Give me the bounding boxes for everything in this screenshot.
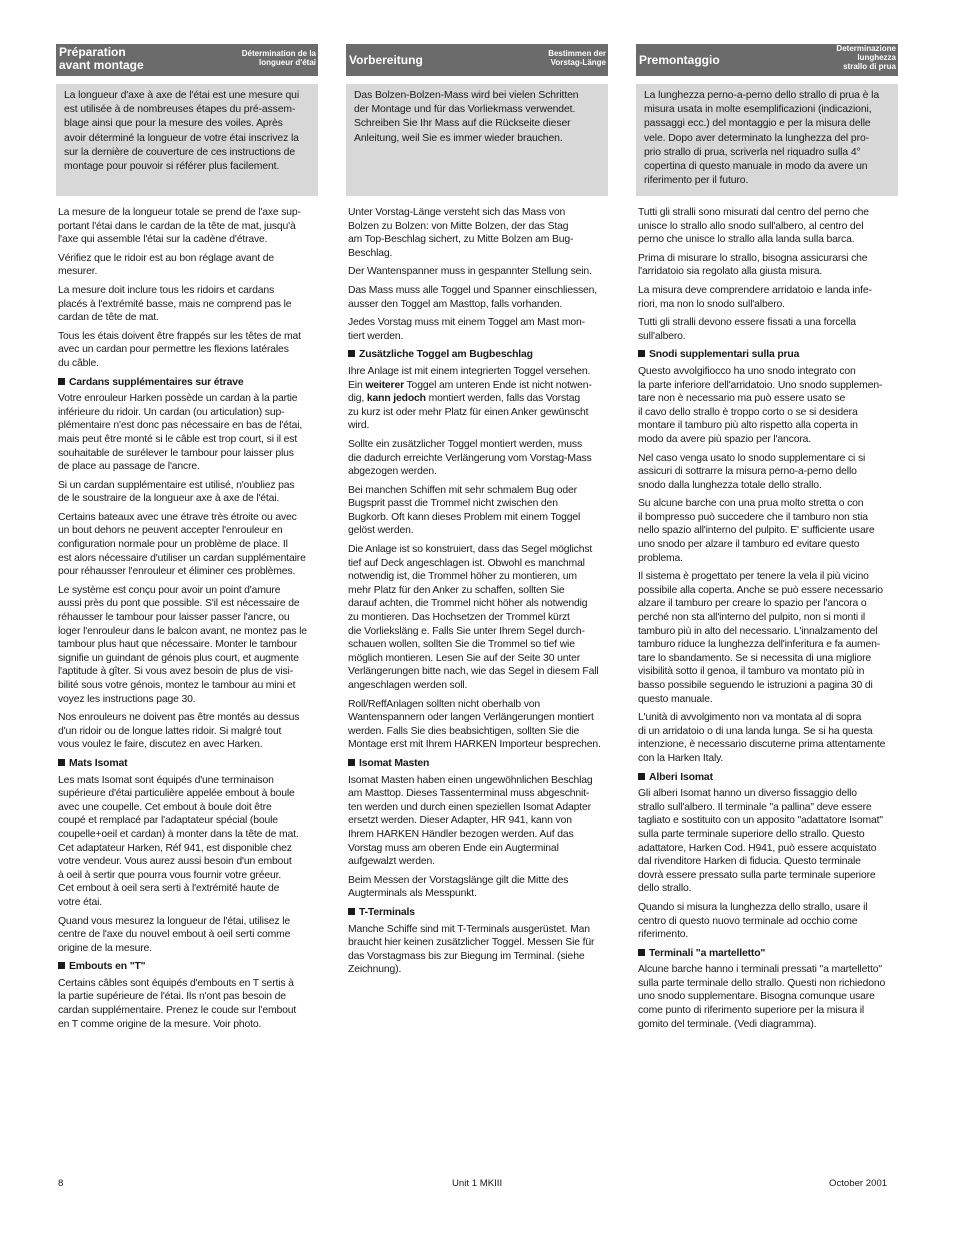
section-title: Vorbereitung — [349, 53, 423, 67]
paragraph: Beim Messen der Vorstagslänge gilt die Mitte des Augterminals als Messpunkt. — [348, 874, 569, 900]
paragraph: Tutti gli stralli sono misurati dal centro del perno che unisce lo strallo allo snodo sull'albero, al centro del perno che unisce lo strallo alla landa sulla barca. — [638, 207, 869, 246]
square-bullet-icon — [58, 962, 65, 969]
square-bullet-icon — [348, 759, 355, 766]
section-title: Préparation avant montage — [59, 45, 144, 72]
paragraph: Questo avvolgifiocco ha uno snodo integrato con la parte inferiore dell'arridatoio. Uno snodo supplemen- tare non è necessario ma può essere usato se il cavo dello strallo è troppo corto o se si desidera montare il tamburo più alto rispetto alla coperta in modo da avere più spazio per l'ancora. — [638, 365, 883, 445]
info-box — [636, 84, 898, 196]
paragraph: Il sistema è progettato per tenere la vela il più vicino possibile alla coperta. Anche se può essere necessario alzare il tamburo per creare lo spazio per l'ancora o perché non sta all'interno del pulpito, non si monti il tamburo più in alto del necessario. L'innalzamento del tamburo riduce la lunghezza dell'inferitura e fa aumen- tare lo sbandamento. Se si necessita di una migliore visibilità sotto il genoa, il tamburo va montato più in basso possibile seguendo le istruzioni a pagina 30 di questo manuale. — [638, 571, 883, 705]
paragraph: Die Anlage ist so konstruiert, dass das Segel möglichst tief auf Deck angeschlagen ist. Obwohl es manchmal notwendig ist, die Trommel höher zu montieren, um mehr Platz für den Anker zu schaffen, sollten Sie darauf achten, die Trommel nicht höher als notwendig zu montieren. Das Hochsetzen der Trommel kürzt die Vorlieksläng e. Falls Sie unter Ihrem Segel durch- schauen wollen, sollten Sie die Trommel so tief wie möglich montieren. Lesen Sie auf der Seite 30 unter Verlängerungen bitte nach, wie das Segel in diesem Fall angeschlagen werden soll. — [348, 544, 599, 691]
body-text — [636, 206, 898, 1031]
paragraph: Roll/ReffAnlagen sollten nicht oberhalb von Wantenspannern oder langen Verlängerungen montiert werden. Falls Sie dies beabsichtigen, sollten Sie die Montage erst mit Ihrem HARKEN Importeur besprechen. — [348, 698, 601, 751]
paragraph: Si un cardan supplémentaire est utilisé, n'oubliez pas de le soustraire de la longueur axe à axe de l'étai. — [58, 479, 295, 505]
section-subtitle: Determinazione lunghezza strallo di prua — [836, 44, 896, 71]
subheading: Alberi Isomat — [638, 771, 898, 785]
section-header-french — [56, 44, 318, 76]
paragraph: Su alcune barche con una prua molto stretta o con il bompresso può succedere che il tamburo non stia nello spazio all'interno del pulpito. E' sufficiente usare uno snodo per alzare il tamburo ed evitare questo problema. — [638, 498, 875, 564]
paragraph: Certains bateaux avec une étrave très étroite ou avec un bout dehors ne peuvent accepter l'enrouleur en configuration normale pour un problème de place. Il est alors nécessaire d'utiliser un cardan supplémentaire pour réhausser l'enrouleur et éliminer ces problèmes. — [58, 511, 306, 578]
subheading: Embouts en "T" — [58, 960, 318, 974]
info-box-text: Das Bolzen-Bolzen-Mass wird bei vielen Schritten der Montage und für das Vorliekmass verwendet. Schreiben Sie Ihr Mass auf die Rückseite dieser Anleitung, weil Sie es immer wieder brauchen. — [354, 90, 579, 144]
info-box — [346, 84, 608, 196]
footer-unit: Unit 1 MKIII — [452, 1178, 503, 1189]
paragraph: Certains câbles sont équipés d'embouts en T sertis à la partie supérieure de l'étai. Ils n'ont pas besoin de cardan supplémentaire. Prenez le coude sur l'embout en T comme origine de la mesure. Voir photo. — [58, 977, 297, 1030]
section-subtitle: Bestimmen der Vorstag-Länge — [548, 49, 606, 67]
paragraph: La mesure de la longueur totale se prend de l'axe sup- portant l'étai dans le cardan de la tête de mat, jusqu'à l'axe qui assemble l'étai sur la cadène d'étrave. — [58, 207, 301, 246]
section-header-italian — [636, 44, 898, 76]
paragraph: Prima di misurare lo strallo, bisogna assicurarsi che l'arridatoio sia regolato alla giusta misura. — [638, 252, 868, 278]
paragraph: Votre enrouleur Harken possède un cardan à la partie inférieure du ridoir. Un cardan (ou articulation) sup- plémentaire n'est donc pas nécessaire en bas de l'étai, mais peut être monté si le câble est trop court, si il est souhaitable de surélever le tambour pour laisser plus de place au passage de l'ancre. — [58, 393, 303, 473]
paragraph: Nos enrouleurs ne doivent pas être montés au dessus d'un ridoir ou de longue lattes ridoir. Si malgré tout vous voulez le faire, discutez en avec Harken. — [58, 712, 300, 751]
subheading: Zusätzliche Toggel am Bugbeschlag — [348, 348, 608, 362]
subheading: T-Terminals — [348, 906, 608, 920]
footer-date: October 2001 — [829, 1178, 888, 1189]
section-title: Premontaggio — [639, 53, 720, 67]
paragraph: Alcune barche hanno i terminali pressati "a martelletto" sulla parte terminale dello strallo. Questi non richiedono uno snodo supplementare. Bisogna comunque usare come punto di riferimento superiore per la misura il gomito del terminale. (Vedi diagramma). — [638, 964, 886, 1030]
section-header-german — [346, 44, 608, 76]
column-german — [346, 44, 608, 982]
paragraph: Quando si misura la lunghezza dello strallo, usare il centro di questo nuovo terminale ad occhio come riferimento. — [638, 901, 868, 941]
paragraph: Ihre Anlage ist mit einem integrierten Toggel versehen. Ein weiterer Toggel am unteren Ende ist nicht notwen- dig, kann jedoch montiert werden, falls das Vorstag zu kurz ist oder mehr Platz für einen Anker gewünscht wird. — [348, 365, 592, 432]
subheading: Terminali "a martelletto" — [638, 947, 898, 961]
body-text — [56, 206, 318, 1031]
paragraph: Jedes Vorstag muss mit einem Toggel am Mast mon- tiert werden. — [348, 317, 585, 342]
paragraph: Unter Vorstag-Länge versteht sich das Mass von Bolzen zu Bolzen: von Mitte Bolzen, der das Stag am Top-Beschlag sichert, zu Mitte Bolzen am Bug- Beschlag. — [348, 207, 574, 259]
paragraph: L'unità di avvolgimento non va montata al di sopra di un arridatoio o di una landa lunga. Se si ha questa intenzione, è necessario discuterne prima attentamente con la Harken Italy. — [638, 712, 886, 764]
section-subtitle: Détermination de la longueur d'étai — [241, 49, 316, 67]
paragraph: Tutti gli stralli devono essere fissati a una forcella sull'albero. — [638, 317, 856, 342]
square-bullet-icon — [58, 378, 65, 385]
paragraph: Le système est conçu pour avoir un point d'amure aussi près du pont que possible. S'il est nécessaire de réhausser le tambour pour laisser passer l'ancre, ou loger l'enrouleur dans le balcon avant, ne montez pas le tambour plus haut que nécessaire. Monter le tambour signifie un guindant de génois plus court, et augmente l'aptitude à gîter. Si vous avez besoin de plus de visi- bilité sous votre génois, montez le tambour au mini et voyez les instructions page 30. — [58, 584, 307, 705]
paragraph: Nel caso venga usato lo snodo supplementare ci si assicuri di sottrarre la misura perno-a-perno dello snodo dalla lunghezza totale dello strallo. — [638, 452, 866, 491]
subheading: Cardans supplémentaires sur étrave — [58, 376, 318, 390]
paragraph: Les mats Isomat sont équipés d'une terminaison supérieure d'étai particulière appelée embout à boule avec une coupelle. Cet embout à boule doit être coupé et remplacé par l'adaptateur spécial (boule coupelle+oeil et cardan) à monter dans la tête de mat. Cet adaptateur Harken, Réf 941, est disponible chez votre vendeur. Vous aurez aussi besoin d'un embout à oeil à sertir que pourra vous fournir votre gréeur. Cet embout à oeil sera serti à l'extrémité haute de votre étai. — [58, 774, 299, 908]
paragraph: La mesure doit inclure tous les ridoirs et cardans placés à l'extrémité basse, mais ne comprend pas le cardan de tête de mat. — [58, 284, 292, 324]
paragraph: Manche Schiffe sind mit T-Terminals ausgerüstet. Man braucht hier keinen zusätzlicher Toggel. Messen Sie für das Vorstagmass bis zur Biegung im Terminal. (siehe Zeichnung). — [348, 923, 595, 976]
paragraph: Quand vous mesurez la longueur de l'étai, utilisez le centre de l'axe du nouvel embout à oeil serti comme origine de la mesure. — [58, 915, 291, 954]
paragraph: Gli alberi Isomat hanno un diverso fissaggio dello strallo sull'albero. Il terminale "a pallina" deve essere tagliato e sostituito con un apposito "adattatore Isomat" sulla parte terminale superiore dello strallo. Questo adattatore, Harken Cod. H941, può essere acquistato dal rivenditore Harken di fiducia. Questo terminale dovrà essere pressato sulla parte terminale superiore dello strallo. — [638, 788, 883, 895]
subheading: Snodi supplementari sulla prua — [638, 348, 898, 362]
subheading: Mats Isomat — [58, 757, 318, 771]
paragraph: Das Mass muss alle Toggel und Spanner einschliessen, ausser den Toggel am Masttop, falls vorhanden. — [348, 284, 598, 310]
column-italian — [636, 44, 898, 1036]
square-bullet-icon — [638, 773, 645, 780]
paragraph: Isomat Masten haben einen ungewöhnlichen Beschlag am Masttop. Dieses Tassenterminal muss abgeschnit- ten werden und durch einen speziellen Isomat Adapter ersetzt werden. Dieser Adapter, HR 941, kann von Ihrem HARKEN Händler bezogen werden. Auf das Vorstag muss am oberen Ende ein Augterminal aufgewalzt werden. — [348, 774, 593, 868]
paragraph: Der Wantenspanner muss in gespannter Stellung sein. — [348, 266, 592, 278]
paragraph: Sollte ein zusätzlicher Toggel montiert werden, muss die dadurch erreichte Verlängerung vom Vorstag-Mass abgezogen werden. — [348, 438, 592, 478]
info-box-text: La longueur d'axe à axe de l'étai est une mesure qui est utilisée à de nombreuses étapes du pré-assem- blage ainsi que pour la mesure des voiles. Après avoir déterminé la longueur de votre étai inscrivez la sur la dernière de couverture de ces instructions de montage pour pouvoir si référer plus facilement. — [64, 90, 300, 173]
column-french — [56, 44, 318, 1036]
page-number: 8 — [58, 1178, 64, 1189]
body-text — [346, 206, 608, 977]
paragraph: Bei manchen Schiffen mit sehr schmalem Bug oder Bugsprit passt die Trommel nicht zwischen den Bugkorb. Oft kann dieses Problem mit einem Toggel gelöst werden. — [348, 484, 581, 537]
subheading: Isomat Masten — [348, 757, 608, 771]
square-bullet-icon — [638, 350, 645, 357]
info-box — [56, 84, 318, 196]
square-bullet-icon — [348, 908, 355, 915]
square-bullet-icon — [348, 350, 355, 357]
info-box-text: La lunghezza perno-a-perno dello strallo di prua è la misura usata in molte esemplificazioni (indicazioni, passaggi ecc.) del montaggio e per la misura delle vele. Dopo aver determinato la lunghezza del pro- prio strallo di prua, scriverla nel riquadro sulla 4° copertina di questo manuale in modo da avere un riferimento per il futuro. — [644, 90, 879, 187]
square-bullet-icon — [58, 759, 65, 766]
paragraph: La misura deve comprendere arridatoio e landa infe- riori, ma non lo snodo sull'albero. — [638, 284, 872, 310]
paragraph: Vérifiez que le ridoir est au bon réglage avant de mesurer. — [58, 252, 275, 278]
square-bullet-icon — [638, 949, 645, 956]
paragraph: Tous les étais doivent être frappés sur les têtes de mat avec un cardan pour permettre les flexions latérales du câble. — [58, 330, 301, 369]
